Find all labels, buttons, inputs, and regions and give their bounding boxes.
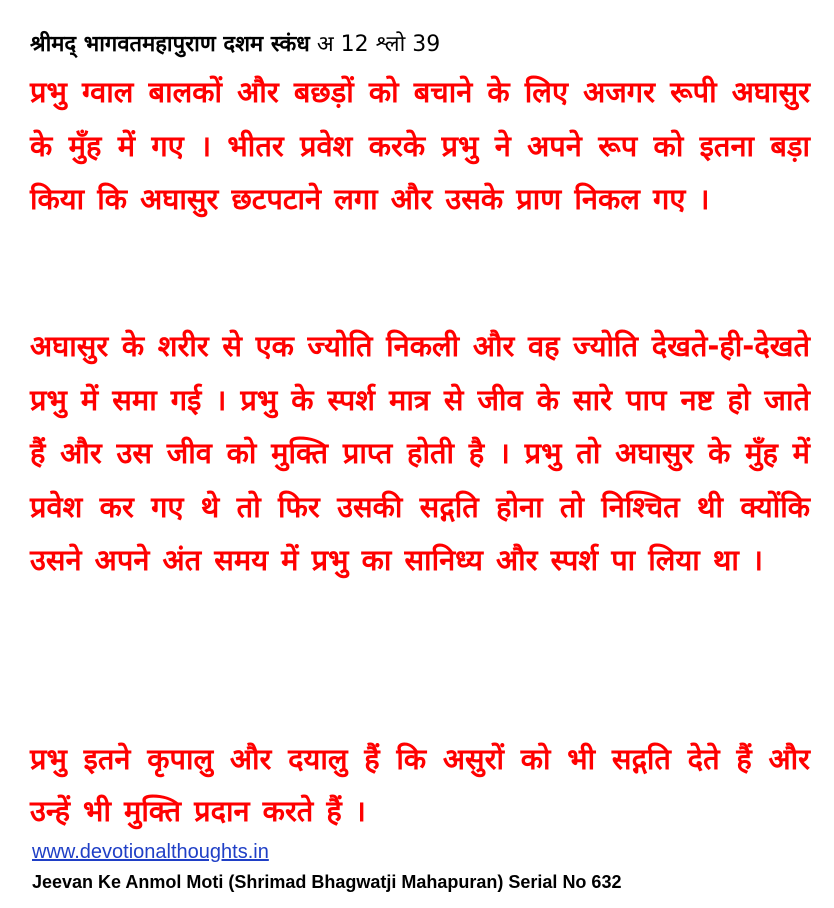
chapter-verse-reference: अ 12 श्लो 39 (316, 32, 441, 57)
paragraph-3: प्रभु इतने कृपालु और दयालु हैं कि असुरों को भी सद्गति देते हैं और उन्हें भी मुक्ति प्रदान करते हैं । (30, 742, 810, 828)
website-link[interactable]: www.devotionalthoughts.in (32, 841, 269, 863)
scripture-reference-header (30, 28, 440, 58)
paragraph-2: अघासुर के शरीर से एक ज्योति निकली और वह ज्योति देखते-ही-देखते प्रभु में समा गई । प्रभु के स्पर्श मात्र से जीव के सारे पाप नष्ट हो जाते हैं और उस जीव को मुक्ति प्राप्त होती है । प्रभु तो अघासुर के मुँह में प्रवेश कर गए थे तो फिर उसकी सद्गति होना तो निश्चित थी क्योंकि उसने अपने अंत समय में प्रभु का सानिध्य और स्पर्श पा लिया था । (30, 329, 810, 577)
scripture-title: श्रीमद् भागवतमहापुराण दशम स्कंध (30, 32, 310, 57)
paragraph-1: प्रभु ग्वाल बालकों और बछड़ों को बचाने के लिए अजगर रूपी अघासुर के मुँह में गए । भीतर प्रवेश करके प्रभु ने अपने रूप को इतना बड़ा किया कि अघासुर छटपटाने लगा और उसके प्राण निकल गए । (30, 75, 810, 216)
series-footer: Jeevan Ke Anmol Moti (Shrimad Bhagwatji Mahapuran) Serial No 632 (32, 872, 622, 892)
